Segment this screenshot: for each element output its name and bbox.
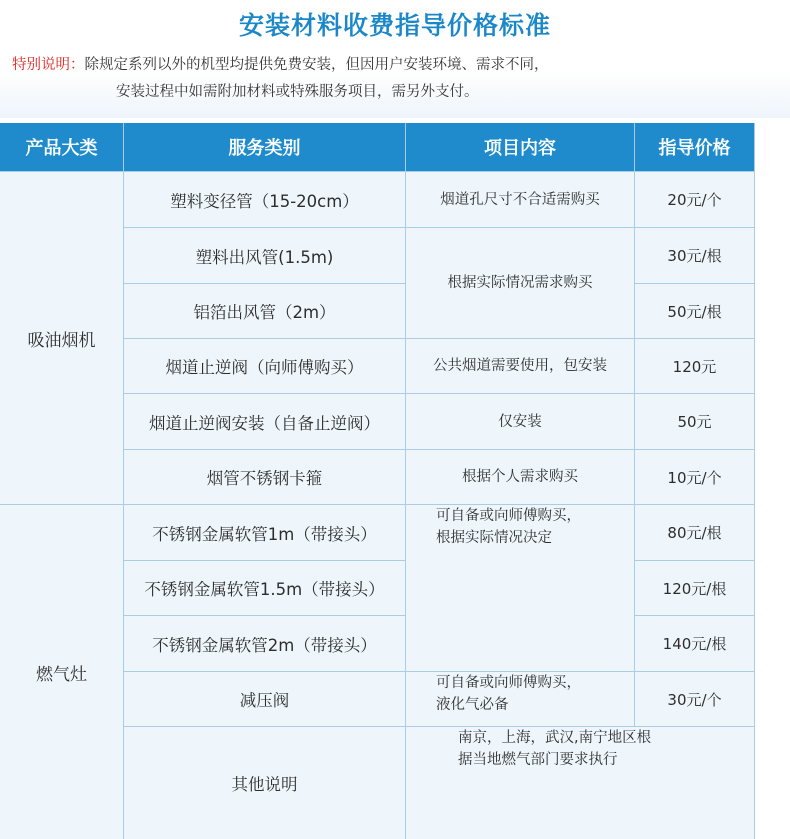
- table-cell-service: 烟道止逆阀安装（自备止逆阀）: [124, 394, 405, 449]
- content-line: 可自备或向师傅购买，: [436, 675, 581, 691]
- table-cell-service: 不锈钢金属软管2m（带接头）: [124, 616, 405, 671]
- table-cell-service: 塑料变径管（15-20cm）: [124, 172, 405, 227]
- table-cell-content: [406, 505, 634, 671]
- table-cell-price: 120元: [635, 339, 754, 393]
- table-cell-price: 50元: [635, 394, 754, 449]
- table-cell-price: 30元/个: [635, 672, 754, 726]
- category-gas-stove: 燃气灶: [0, 505, 123, 839]
- table-cell-service: 铝箔出风管（2m）: [124, 284, 405, 338]
- table-cell-service: 烟道止逆阀（向师傅购买）: [124, 339, 405, 393]
- category-range-hood: 吸油烟机: [0, 172, 123, 504]
- table-cell-service: 减压阀: [124, 672, 405, 726]
- content-line: 据当地燃气部门要求执行: [458, 752, 618, 768]
- table-cell-price: 120元/根: [635, 561, 754, 615]
- table-cell-price: 10元/个: [635, 450, 754, 504]
- content-line: 液化气必备: [436, 697, 509, 713]
- note-line-2: 安装过程中如需附加材料或特殊服务项目，需另外支付。: [116, 84, 479, 100]
- content-line: 南京，上海，武汉,南宁地区根: [458, 730, 652, 746]
- header-service: 服务类别: [124, 123, 405, 171]
- content-line: 可自备或向师傅购买，: [436, 508, 581, 524]
- header-content: 项目内容: [406, 123, 634, 171]
- table-cell-service: 不锈钢金属软管1m（带接头）: [124, 505, 405, 560]
- header-price: 指导价格: [635, 123, 754, 171]
- table-cell-service: 烟管不锈钢卡箍: [124, 450, 405, 504]
- table-cell-content: 根据实际情况需求购买: [406, 228, 634, 338]
- content-line: 根据实际情况决定: [436, 530, 552, 546]
- table-cell-service: 不锈钢金属软管1.5m（带接头）: [124, 561, 405, 615]
- table-cell-price: 30元/根: [635, 228, 754, 283]
- table-cell-content: [406, 672, 634, 726]
- table-cell-price: 50元/根: [635, 284, 754, 338]
- table-cell-content: 仅安装: [406, 394, 634, 449]
- table-cell-content: [406, 727, 754, 839]
- note-line-1: 除规定系列以外的机型均提供免费安装，但因用户安装环境、需求不同，: [84, 57, 549, 73]
- header-area: [0, 0, 790, 118]
- table-cell-content: 根据个人需求购买: [406, 450, 634, 504]
- page-title: 安装材料收费指导价格标准: [238, 11, 551, 40]
- table-cell-price: 140元/根: [635, 616, 754, 671]
- table-cell-content: 公共烟道需要使用，包安装: [406, 339, 634, 393]
- table-cell-price: 80元/根: [635, 505, 754, 560]
- price-table: [0, 123, 755, 839]
- table-cell-service: 塑料出风管(1.5m): [124, 228, 405, 283]
- table-cell-content: 烟道孔尺寸不合适需购买: [406, 172, 634, 227]
- note-label: 特别说明：: [12, 57, 85, 73]
- header-category: 产品大类: [0, 123, 123, 171]
- special-note: [12, 52, 782, 106]
- table-cell-price: 20元/个: [635, 172, 754, 227]
- table-cell-service: 其他说明: [124, 727, 405, 839]
